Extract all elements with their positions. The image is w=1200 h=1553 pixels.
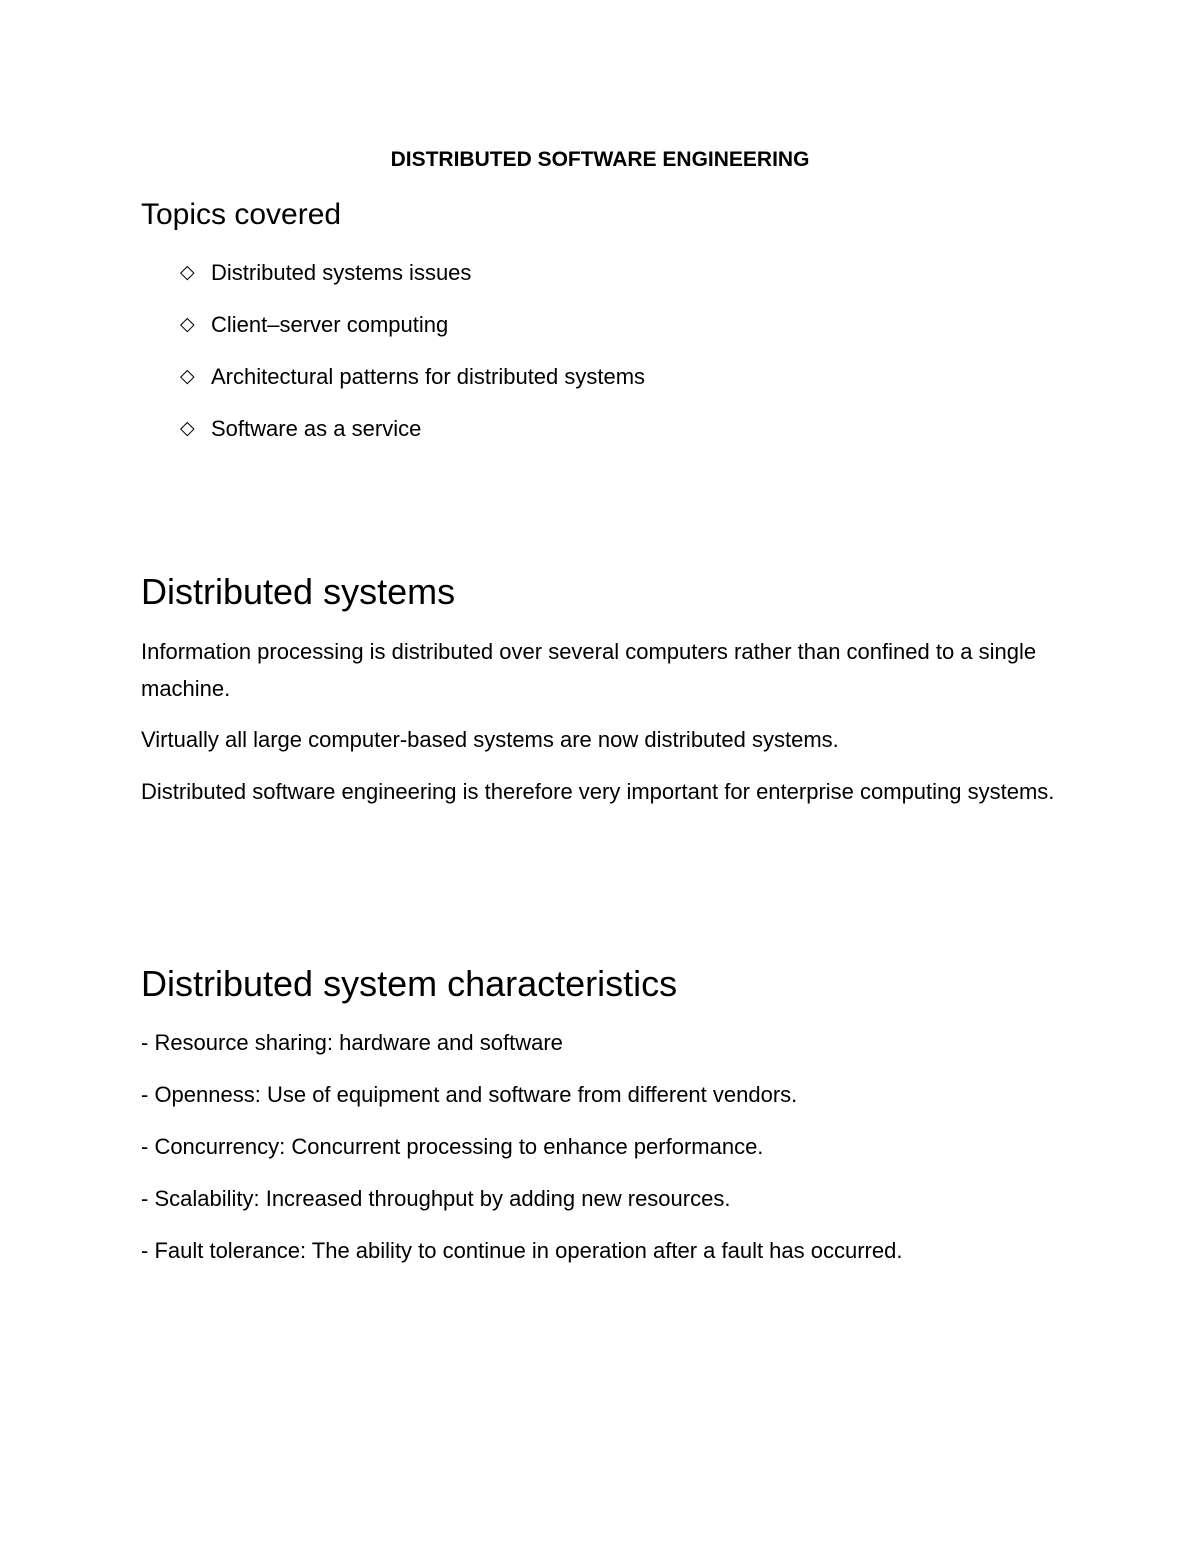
- topic-label: Client–server computing: [211, 312, 449, 337]
- paragraph: Virtually all large computer-based systems are now distributed systems.: [141, 727, 839, 752]
- characteristics-list-item: - Resource sharing: hardware and software: [141, 1030, 563, 1055]
- diamond-icon: ◇: [180, 366, 195, 387]
- topics-list-item: [180, 309, 645, 361]
- distributed-systems-heading: Distributed systems: [141, 571, 456, 612]
- diamond-icon: ◇: [180, 314, 195, 335]
- paragraph: Information processing is distributed over several computers rather than confined to a single machine.: [141, 639, 1037, 701]
- topics-list-item: [180, 257, 645, 309]
- characteristics-list-item: - Concurrency: Concurrent processing to enhance performance.: [141, 1134, 764, 1159]
- characteristics-heading: Distributed system characteristics: [141, 963, 678, 1004]
- diamond-icon: ◇: [180, 418, 195, 439]
- characteristics-list: [141, 1024, 902, 1284]
- document-title: DISTRIBUTED SOFTWARE ENGINEERING: [390, 148, 810, 171]
- characteristics-list-item: - Openness: Use of equipment and software from different vendors.: [141, 1082, 798, 1107]
- paragraph: Distributed software engineering is therefore very important for enterprise computing systems.: [141, 779, 1055, 804]
- diamond-icon: ◇: [180, 262, 195, 283]
- topics-list-item: [180, 413, 645, 465]
- topics-heading: Topics covered: [141, 198, 342, 231]
- topic-label: Software as a service: [211, 416, 422, 441]
- topic-label: Architectural patterns for distributed systems: [211, 364, 646, 389]
- characteristics-list-item: - Fault tolerance: The ability to continue in operation after a fault has occurred.: [141, 1238, 903, 1263]
- topic-label: Distributed systems issues: [211, 260, 472, 285]
- characteristics-list-item: - Scalability: Increased throughput by adding new resources.: [141, 1186, 731, 1211]
- topics-list-item: [180, 361, 645, 413]
- topics-list: [180, 257, 645, 465]
